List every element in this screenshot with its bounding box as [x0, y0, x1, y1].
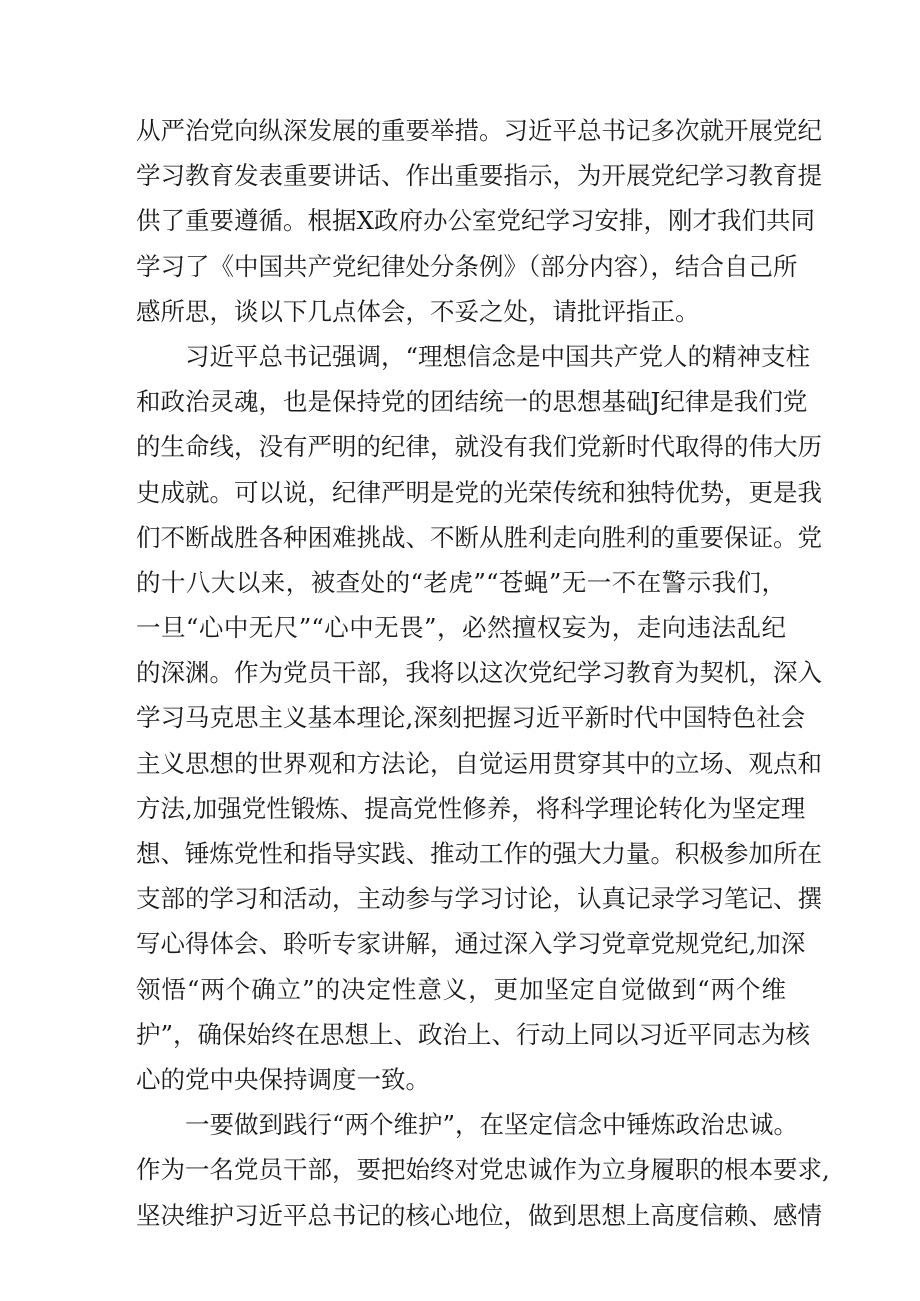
- text-line: 作为一名党员干部，要把始终对党忠诚作为立身履职的根本要求,: [136, 1155, 830, 1185]
- text-line: 坚决维护习近平总书记的核心地位，做到思想上高度信赖、感情: [136, 1200, 822, 1230]
- text-line: 领悟“两个确立”的决定性意义，更加坚定自觉做到“两个维: [136, 974, 786, 1004]
- paragraph-1: [136, 108, 822, 334]
- text-line: 史成就。可以说，纪律严明是党的光荣传统和独特优势，更是我: [136, 477, 822, 507]
- text-line: 想、锤炼党性和指导实践、推动工作的强大力量。积极参加所在: [136, 839, 822, 868]
- text-line: 和政治灵魂，也是保持党的团结统一的思想基础J纪律是我们党: [136, 387, 808, 417]
- text-line: 学习马克思主义基本理论,深刻把握习近平新时代中国特色社会: [136, 703, 806, 733]
- text-line: 的深渊。作为党员干部，我将以这次党纪学习教育为契机，深入: [136, 658, 822, 688]
- text-line: 护”，确保始终在思想上、政治上、行动上同以习近平同志为核: [136, 1019, 811, 1049]
- paragraph-3: [136, 1102, 830, 1238]
- text-line: 写心得体会、聆听专家讲解，通过深入学习党章党规党纪,加深: [136, 929, 806, 959]
- text-line: 主义思想的世界观和方法论，自觉运用贯穿其中的立场、观点和: [136, 748, 822, 778]
- text-line: 的生命线，没有严明的纪律，就没有我们党新时代取得的伟大历: [136, 432, 822, 462]
- text-line: 支部的学习和活动，主动参与学习讨论，认真记录学习笔记、撰: [136, 884, 822, 914]
- text-line: 学习了《中国共产党纪律处分条例》（部分内容），结合自己所: [136, 251, 798, 281]
- paragraph-2: [136, 334, 822, 1102]
- text-line: 感所思，谈以下几点体会，不妥之处，请批评指正。: [136, 296, 700, 326]
- text-line: 一旦“心中无尺”“心中无畏”，必然擅权妄为，走向违法乱纪: [136, 613, 786, 643]
- text-line: 心的党中央保持调度一致。: [136, 1064, 430, 1094]
- text-line: 供了重要遵循。根据X政府办公室党纪学习安排，刚才我们共同: [136, 206, 815, 236]
- text-line: 方法,加强党性锻炼、提高党性修养，将科学理论转化为坚定理: [136, 793, 806, 823]
- text-line: 习近平总书记强调，“理想信念是中国共产党人的精神支柱: [185, 341, 811, 371]
- document-body: [136, 108, 830, 1238]
- text-line: 的十八大以来，被查处的“老虎”“苍蝇”无一不在警示我们，: [136, 567, 786, 597]
- text-line: 一要做到践行“两个维护”，在坚定信念中锤炼政治忠诚。: [185, 1110, 799, 1140]
- text-line: 从严治党向纵深发展的重要举措。习近平总书记多次就开展党纪: [136, 116, 822, 145]
- text-line: 学习教育发表重要讲话、作出重要指示，为开展党纪学习教育提: [136, 161, 822, 191]
- text-line: 们不断战胜各种困难挑战、不断从胜利走向胜利的重要保证。党: [136, 522, 822, 552]
